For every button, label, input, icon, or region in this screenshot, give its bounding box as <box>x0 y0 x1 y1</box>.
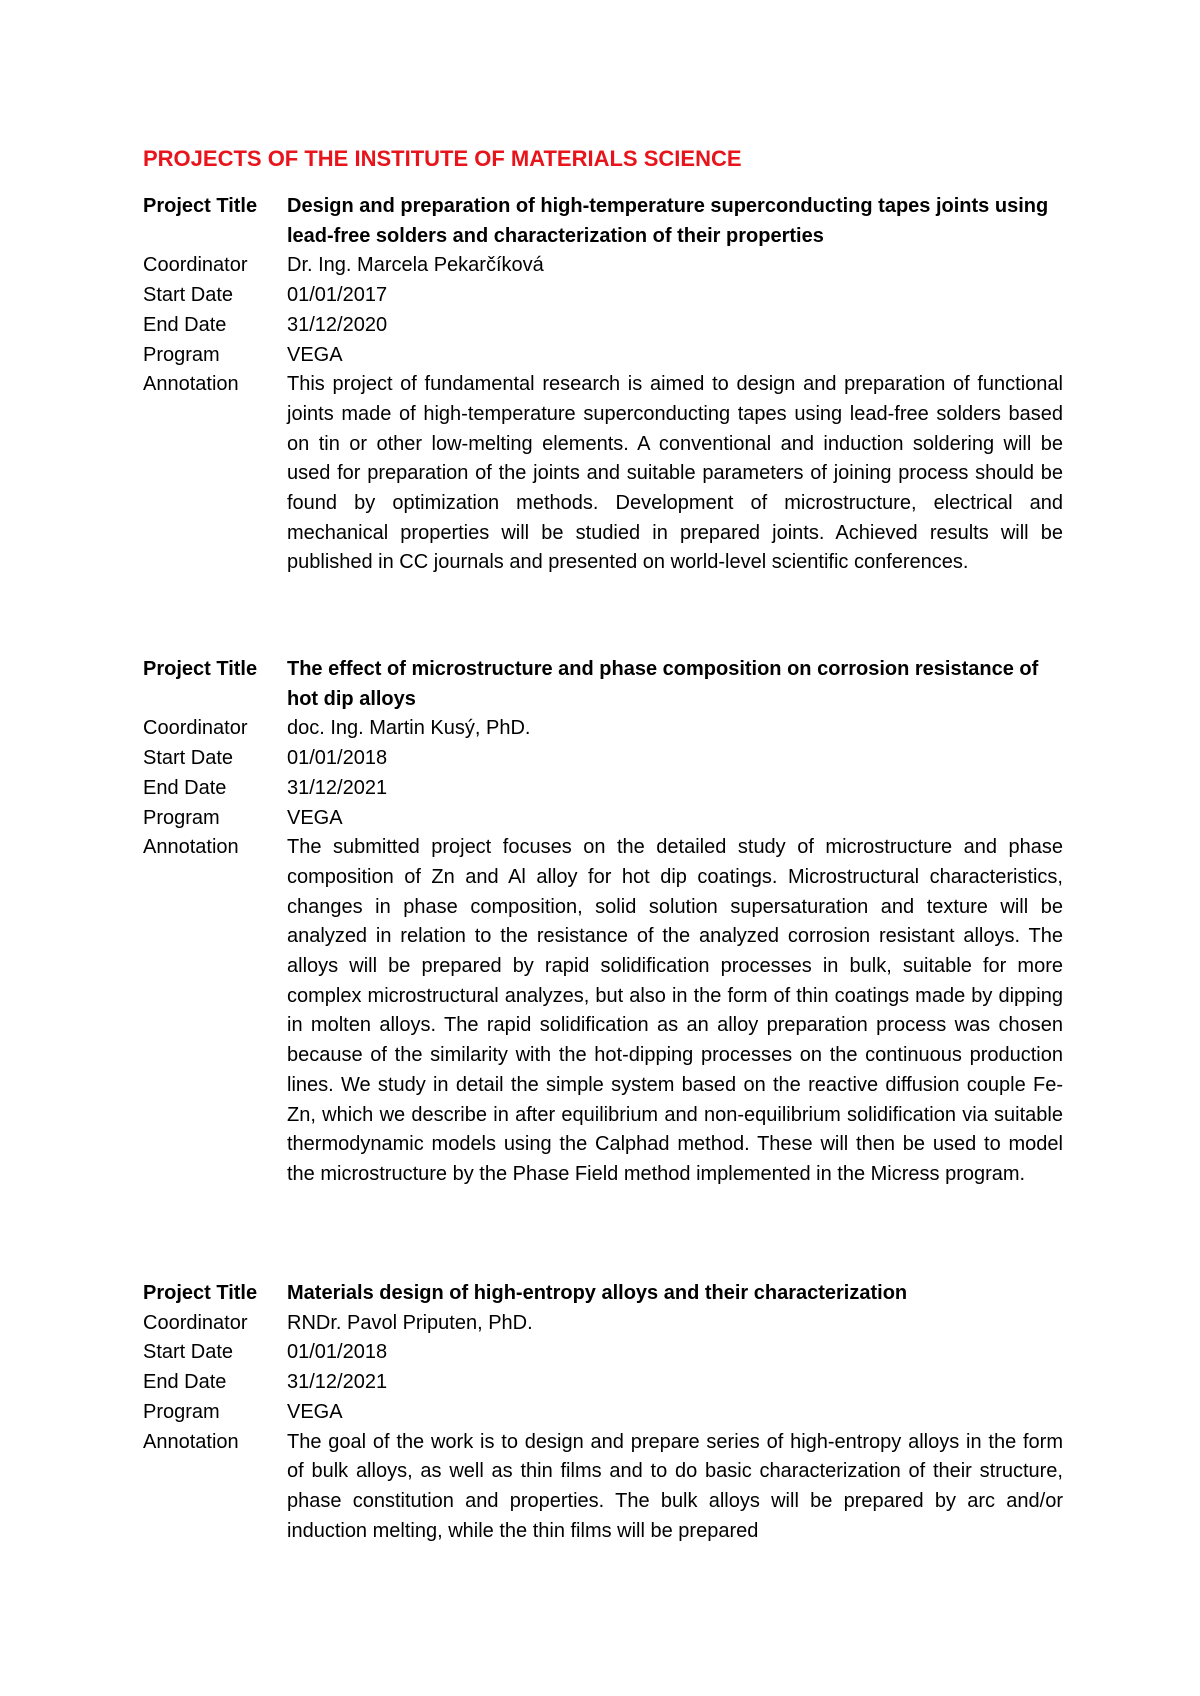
program-value: VEGA <box>287 1400 343 1423</box>
end-date-row <box>143 311 1063 341</box>
end-date-row <box>143 774 1063 804</box>
annotation-row <box>143 1428 1063 1547</box>
coordinator-value: doc. Ing. Martin Kusý, PhD. <box>287 717 531 740</box>
start-date-label: Start Date <box>143 747 234 770</box>
project-title-value: The effect of microstructure and phase composition on corrosion resistance of hot dip alloys <box>287 658 1039 710</box>
start-date-value: 01/01/2018 <box>287 1341 388 1364</box>
program-row <box>143 1398 1063 1428</box>
end-date-row <box>143 1368 1063 1398</box>
end-date-label: End Date <box>143 1371 227 1394</box>
project-entry-2 <box>143 655 1063 1190</box>
project-title-row <box>143 192 1063 251</box>
project-entry-1 <box>143 192 1063 578</box>
start-date-label: Start Date <box>143 284 234 307</box>
start-date-value: 01/01/2018 <box>287 747 388 770</box>
end-date-value: 31/12/2021 <box>287 776 388 799</box>
annotation-row <box>143 833 1063 1189</box>
annotation-text: The submitted project focuses on the detailed study of microstructure and phase composition of Zn and Al alloy for hot dip coatings. Microstructural characteristics, changes in phase composition, solid solution supersaturation and texture will be analyzed in relation to the resistance of the analyzed corrosion resistant alloys. The alloys will be prepared by rapid solidification processes in bulk, suitable for more complex microstructural analyzes, but also in the form of thin coatings made by dipping in molten alloys. The rapid solidification as an alloy preparation process was chosen because of the similarity with the hot-dipping processes on the continuous production lines. We study in detail the simple system based on the reactive diffusion couple Fe-Zn, which we describe in after equilibrium and non-equilibrium solidification via suitable thermodynamic models using the Calphad method. These will then be used to model the microstructure by the Phase Field method implemented in the Micress program. <box>287 836 1063 1185</box>
coordinator-value: Dr. Ing. Marcela Pekarčíková <box>287 254 544 277</box>
start-date-row <box>143 744 1063 774</box>
end-date-label: End Date <box>143 313 227 336</box>
project-title-label: Project Title <box>143 1282 258 1304</box>
project-title-row <box>143 655 1063 714</box>
coordinator-label: Coordinator <box>143 1311 248 1334</box>
start-date-row <box>143 1338 1063 1368</box>
program-label: Program <box>143 343 220 366</box>
project-title-value: Design and preparation of high-temperature superconducting tapes joints using lead-free solders and characterization of their properties <box>287 195 1049 247</box>
coordinator-value: RNDr. Pavol Priputen, PhD. <box>287 1311 533 1334</box>
annotation-row <box>143 370 1063 578</box>
annotation-label: Annotation <box>143 836 239 859</box>
annotation-label: Annotation <box>143 1430 239 1453</box>
end-date-label: End Date <box>143 776 227 799</box>
start-date-value: 01/01/2017 <box>287 284 388 307</box>
program-value: VEGA <box>287 343 343 366</box>
coordinator-row <box>143 714 1063 744</box>
program-value: VEGA <box>287 806 343 829</box>
project-title-value: Materials design of high-entropy alloys and their characterization <box>287 1282 908 1304</box>
coordinator-label: Coordinator <box>143 717 248 740</box>
start-date-label: Start Date <box>143 1341 234 1364</box>
program-row <box>143 341 1063 371</box>
annotation-text: This project of fundamental research is aimed to design and preparation of functional joints made of high-temperature superconducting tapes using lead-free solders based on tin or other low-melting elements. A conventional and induction soldering will be used for preparation of the joints and suitable parameters of joining process should be found by optimization methods. Development of microstructure, electrical and mechanical properties will be studied in prepared joints. Achieved results will be published in CC journals and presented on world-level scientific conferences. <box>287 373 1063 574</box>
program-row <box>143 804 1063 834</box>
annotation-text: The goal of the work is to design and prepare series of high-entropy alloys in the form of bulk alloys, as well as thin films and to do basic characterization of their structure, phase constitution and properties. The bulk alloys will be prepared by arc and/or induction melting, while the thin films will be prepared <box>287 1430 1063 1542</box>
project-title-label: Project Title <box>143 195 258 217</box>
end-date-value: 31/12/2021 <box>287 1371 388 1394</box>
document-title: PROJECTS OF THE INSTITUTE OF MATERIALS SCIENCE <box>143 146 742 171</box>
annotation-label: Annotation <box>143 373 239 396</box>
project-title-label: Project Title <box>143 658 258 680</box>
coordinator-row <box>143 1309 1063 1339</box>
program-label: Program <box>143 1400 220 1423</box>
project-entry-3 <box>143 1279 1063 1546</box>
project-title-row <box>143 1279 1063 1309</box>
start-date-row <box>143 281 1063 311</box>
coordinator-label: Coordinator <box>143 254 248 277</box>
end-date-value: 31/12/2020 <box>287 313 388 336</box>
coordinator-row <box>143 251 1063 281</box>
program-label: Program <box>143 806 220 829</box>
